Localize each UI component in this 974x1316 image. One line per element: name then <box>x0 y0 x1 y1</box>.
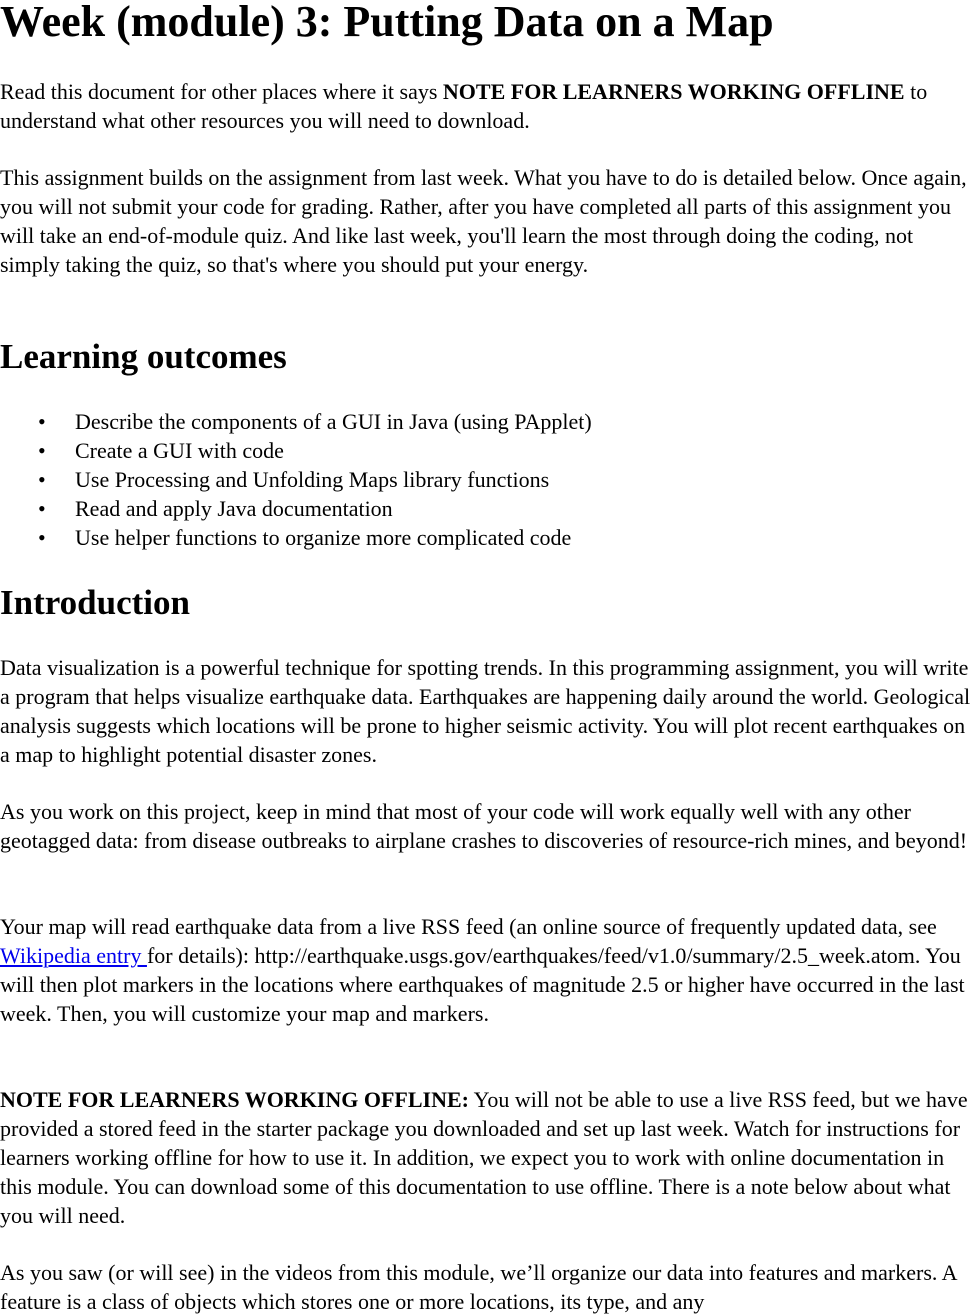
bullet-icon: • <box>38 525 46 550</box>
list-item <box>0 407 974 436</box>
list-item <box>0 436 974 465</box>
page-title: Week (module) 3: Putting Data on a Map <box>0 0 774 46</box>
rss-text-before: Your map will read earthquake data from a live RSS feed (an online source of frequently updated data, see <box>0 914 937 939</box>
introduction-paragraph-offline <box>0 1085 974 1230</box>
intro-text-after: to understand what other resources you will need to download. <box>0 79 928 133</box>
list-item-text: Use helper functions to organize more complicated code <box>75 525 572 550</box>
bullet-icon: • <box>38 409 46 434</box>
bullet-icon: • <box>38 496 46 521</box>
intro-paragraph-assignment: This assignment builds on the assignment from last week. What you have to do is detailed below. Once again, you will not submit your code for grading. Rather, after you have completed all parts of this assignment you will take an end-of-module quiz. And like last week, you'll learn the most through doing the coding, not simply taking the quiz, so that's where you should put your energy. <box>0 165 967 277</box>
learning-outcomes-list <box>0 407 974 552</box>
offline-note-emphasis: NOTE FOR LEARNERS WORKING OFFLINE <box>442 79 905 104</box>
introduction-paragraph-2: As you work on this project, keep in mind that most of your code will work equally well with any other geotagged data: from disease outbreaks to airplane crashes to discoveries of resource-rich mines, and beyond! <box>0 799 968 853</box>
list-item-text: Use Processing and Unfolding Maps library functions <box>75 467 550 492</box>
introduction-paragraph-rss <box>0 912 974 1028</box>
rss-text-after: for details): http://earthquake.usgs.gov/earthquakes/feed/v1.0/summary/2.5_week.atom. You will then plot markers in the locations where earthquakes of magnitude 2.5 or higher have occurred in the last week. Then, you will customize your map and markers. <box>0 943 965 1026</box>
intro-paragraph-offline-note <box>0 77 974 135</box>
list-item <box>0 465 974 494</box>
introduction-paragraph-features: As you saw (or will see) in the videos from this module, we’ll organize our data into features and markers. A feature is a class of objects which stores one or more locations, its type, and any <box>0 1260 957 1314</box>
offline-note-text: You will not be able to use a live RSS feed, but we have provided a stored feed in the starter package you downloaded and set up last week. Watch for instructions for learners working offline for how to use it. In addition, we expect you to work with online documentation in this module. You can download some of this documentation to use offline. There is a note below about what you will need. <box>0 1087 968 1228</box>
learning-outcomes-heading: Learning outcomes <box>0 337 287 376</box>
list-item-text: Create a GUI with code <box>75 438 284 463</box>
introduction-paragraph-1: Data visualization is a powerful technique for spotting trends. In this programming assignment, you will write a program that helps visualize earthquake data. Earthquakes are happening daily around the world. Geological analysis suggests which locations will be prone to higher seismic activity. You will plot recent earthquakes on a map to highlight potential disaster zones. <box>0 655 971 767</box>
intro-text-before: Read this document for other places where it says <box>0 79 443 104</box>
bullet-icon: • <box>38 467 46 492</box>
introduction-heading: Introduction <box>0 583 190 622</box>
list-item <box>0 494 974 523</box>
bullet-icon: • <box>38 438 46 463</box>
list-item <box>0 523 974 552</box>
wikipedia-link[interactable]: Wikipedia entry <box>0 943 147 968</box>
list-item-text: Read and apply Java documentation <box>75 496 393 521</box>
offline-note-label: NOTE FOR LEARNERS WORKING OFFLINE: <box>0 1087 469 1112</box>
list-item-text: Describe the components of a GUI in Java (using PApplet) <box>75 409 592 434</box>
